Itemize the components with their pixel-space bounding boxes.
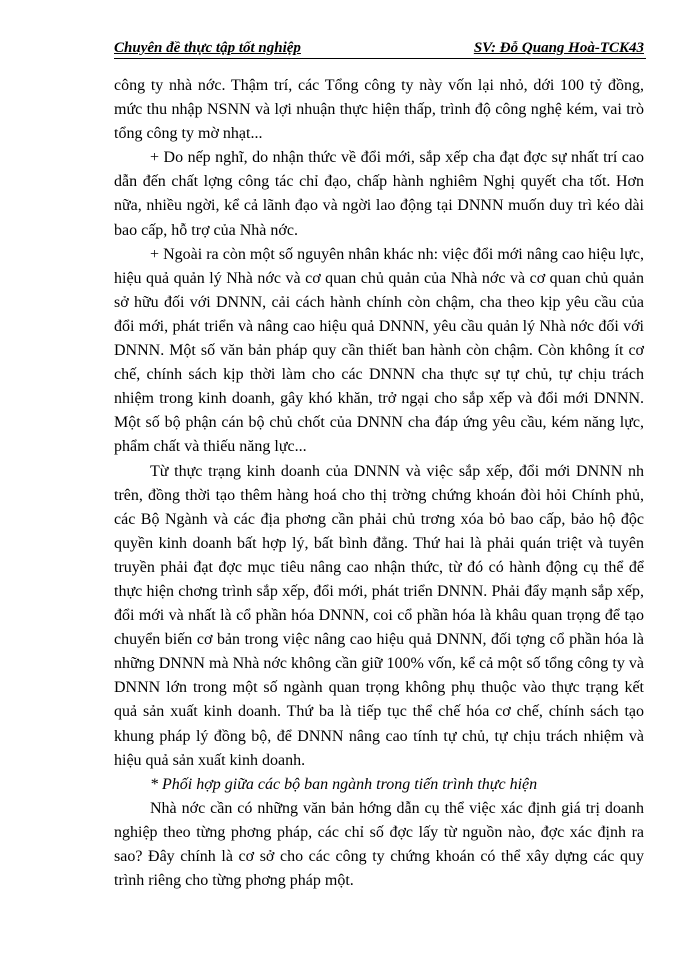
paragraph-state-guidance: Nhà nớc cần có những văn bản hớng dẫn cụ thể việc xác định giá trị doanh nghiệp theo từng phơng pháp, các chỉ số đợc lấy từ nguồn nào, đợc xác định ra sao? Đây chính là cơ sở cho các công ty chứng khoán có thể xây dựng các quy trình riêng cho từng phơng pháp một.: [114, 799, 644, 890]
header-author: SV: Đỗ Quang Hoà-TCK43: [473, 40, 644, 56]
header-title: Chuyên đề thực tập tốt nghiệp: [114, 40, 301, 56]
paragraph-reason-mindset: + Do nếp nghĩ, do nhận thức về đổi mới, sắp xếp cha đạt đợc sự nhất trí cao dẫn đến chất lợng công tác chỉ đạo, chấp hành nghiêm Nghị quyết cha tốt. Hơn nữa, nhiều ngời, kể cả lãnh đạo và ngời lao động tại DNNN muốn duy trì kéo dài bao cấp, hỗ trợ của Nhà nớc.: [114, 149, 644, 239]
paragraph-other-reasons: + Ngoài ra còn một số nguyên nhân khác nh: việc đổi mới nâng cao hiệu lực, hiệu quả quản lý Nhà nớc và cơ quan chủ quản của Nhà nớc và cơ quan chủ quản sở hữu đối với DNNN, cải cách hành chính còn chậm, cha theo kịp yêu cầu của đổi mới, phát triển và nâng cao hiệu quả DNNN, yêu cầu quản lý Nhà nớc đối với DNNN. Một số văn bản pháp quy cần thiết ban hành còn chậm. Còn không ít cơ chế, chính sách kịp thời làm cho các DNNN cha thực sự tự chủ, tự chịu trách nhiệm trong kinh doanh, gây khó khăn, trở ngại cho sắp xếp và đổi mới DNNN. Một số bộ phận cán bộ chủ chốt của DNNN cha đáp ứng yêu cầu, kém năng lực, phẩm chất và thiếu năng lực...: [114, 245, 644, 456]
header-divider: [114, 58, 646, 59]
section-heading: * Phối hợp giữa các bộ ban ngành trong tiến trình thực hiện: [150, 775, 538, 793]
paragraph-recommendations: Từ thực trạng kinh doanh của DNNN và việc sắp xếp, đổi mới DNNN nh trên, đồng thời tạo thêm hàng hoá cho thị trờng chứng khoán đòi hỏi Chính phủ, các Bộ Ngành và các địa phơng cần phải chủ trơng xóa bỏ bao cấp, bảo hộ độc quyền kinh doanh bất hợp lý, bất bình đẳng. Thứ hai là phải quán triệt và tuyên truyền phải đạt đợc mục tiêu nâng cao nhận thức, từ đó có hành động cụ thể để thực hiện chơng trình sắp xếp, đổi mới, phát triển DNNN. Phải đẩy mạnh sắp xếp, đổi mới và nhất là cổ phần hóa DNNN, coi cổ phần hóa là khâu quan trọng để tạo chuyển biến cơ bản trong việc nâng cao hiệu quả DNNN, đối tợng cổ phần hóa là những DNNN mà Nhà nớc không cần giữ 100% vốn, kể cả một số tổng công ty và DNNN lớn trong một số ngành quan trọng không phụ thuộc vào thực trạng kết quả sản xuất kinh doanh. Thứ ba là tiếp tục thể chế hóa cơ chế, chính sách tạo khung pháp lý đồng bộ, để DNNN nâng cao tính tự chủ, tự chịu trách nhiệm và hiệu quả sản xuất kinh doanh.: [114, 462, 644, 769]
paragraph-continuation: công ty nhà nớc. Thậm trí, các Tổng công ty này vốn lại nhỏ, dới 100 tỷ đồng, mức thu nhập NSNN và lợi nhuận thực hiện thấp, trình độ công nghệ kém, vai trò tổng công ty mờ nhạt...: [114, 77, 644, 143]
document-body: [114, 74, 644, 893]
